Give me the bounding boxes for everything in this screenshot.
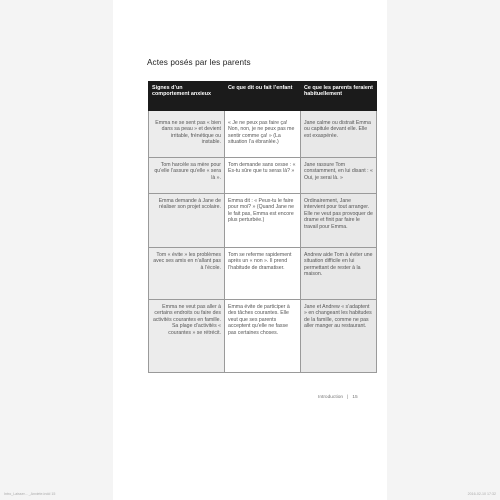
- parents-actions-table: [148, 81, 377, 373]
- table-header-row: [149, 82, 377, 111]
- header-parents-usual-response: Ce que les parents feraient habituellement: [301, 82, 377, 111]
- table-cell: Emma demande à Jane de réaliser son projet scolaire.: [149, 194, 225, 248]
- page-title: Actes posés par les parents: [147, 58, 251, 67]
- table-cell: « Je ne peux pas faire ça! Non, non, je ne peux pas me sentir comme ça! » (La situation l’a ébranlée.): [225, 111, 301, 158]
- footer-section-label: Introduction: [318, 395, 344, 400]
- table-row: [149, 194, 377, 248]
- footer-page-number: 15: [352, 395, 358, 400]
- table-cell: Tom harcèle sa mère pour qu’elle l’assure qu’elle « sera là ».: [149, 158, 225, 194]
- table-cell: Emma dit : « Peux-tu le faire pour moi? » (Quand Jane ne le fait pas, Emma est encore plus perturbée.): [225, 194, 301, 248]
- table-cell: Jane et Andrew « s’adaptent » en changeant les habitudes de la famille, comme ne pas aller manger au restaurant.: [301, 300, 377, 373]
- table-cell: Emma ne veut pas aller à certains endroits ou faire des activités courantes en famille. Sa plage d’activités « courantes » se rétrécit.: [149, 300, 225, 373]
- print-slug-date: 2016-02-10 17:32: [467, 492, 496, 496]
- table-cell: Tom se referme rapidement après un « non ». Il prend l’habitude de dramatiser.: [225, 248, 301, 300]
- table-cell: Emma ne se sent pas « bien dans sa peau » et devient irritable, frénétique ou instable.: [149, 111, 225, 158]
- table-cell: Tom « évite » les problèmes avec ses amis en n’allant pas à l’école.: [149, 248, 225, 300]
- table-row: [149, 300, 377, 373]
- table-cell: Emma évite de participer à des tâches courantes. Elle veut que ses parents acceptent qu’elle ne fasse pas certaines choses.: [225, 300, 301, 373]
- table-cell: Jane calme ou distrait Emma ou capitule devant elle. Elle est exaspérée.: [301, 111, 377, 158]
- table-cell: Ordinairement, Jane intervient pour tout arranger. Elle ne veut pas provoquer de drame et finit par faire le travail pour Emma.: [301, 194, 377, 248]
- table-row: [149, 111, 377, 158]
- book-page: [113, 0, 387, 500]
- header-child-says-does: Ce que dit ou fait l’enfant: [225, 82, 301, 111]
- table-row: [149, 158, 377, 194]
- table-cell: Jane rassure Tom constamment, en lui disant : « Oui, je serai là. »: [301, 158, 377, 194]
- table-cell: Tom demande sans cesse : « Es-tu sûre que tu seras là? »: [225, 158, 301, 194]
- table-row: [149, 248, 377, 300]
- header-anxious-signs: Signes d’un comportement anxieux: [149, 82, 225, 111]
- print-slug-file: Intro_Laisser... _Anxiete.indd 15: [4, 492, 56, 496]
- table-cell: Andrew aide Tom à éviter une situation difficile en lui permettant de rester à la maison.: [301, 248, 377, 300]
- page-footer: Introduction | 15: [318, 395, 358, 400]
